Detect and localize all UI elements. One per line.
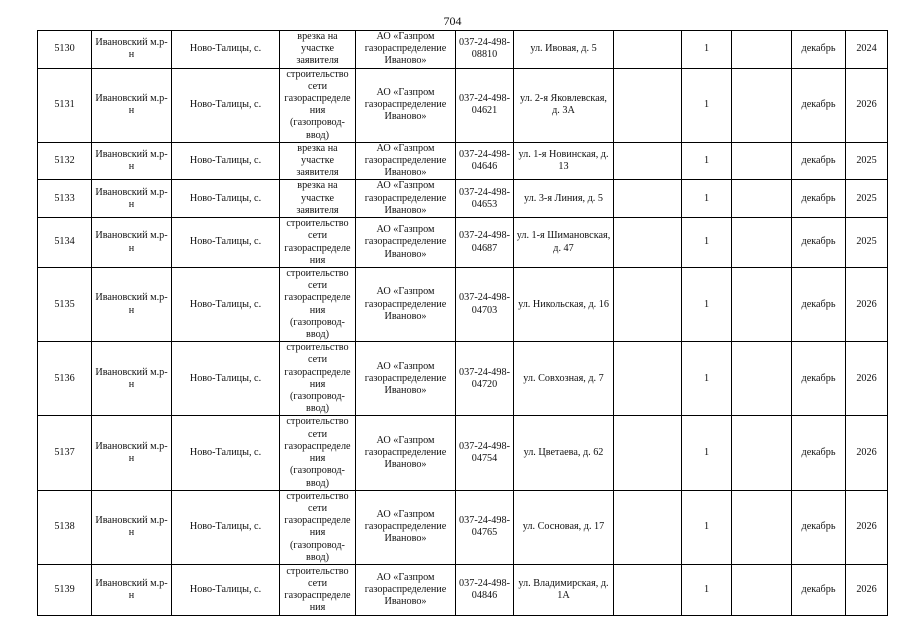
count-cell: 1 (682, 68, 732, 142)
row-number-cell: 5137 (38, 416, 92, 490)
locality-cell: Ново-Талицы, с. (172, 342, 280, 416)
work-type-cell: строительство сети газораспределения (280, 564, 356, 615)
application-code-cell: 037-24-498-04765 (456, 490, 514, 564)
empty-cell (732, 68, 792, 142)
row-number-cell: 5134 (38, 218, 92, 268)
organization-cell: АО «Газпром газораспределение Иваново» (356, 142, 456, 180)
row-number-cell: 5136 (38, 342, 92, 416)
empty-cell (614, 490, 682, 564)
row-number-cell: 5135 (38, 268, 92, 342)
address-cell: ул. 1-я Новинская, д. 13 (514, 142, 614, 180)
row-number-cell: 5138 (38, 490, 92, 564)
year-cell: 2025 (846, 142, 888, 180)
empty-cell (732, 31, 792, 69)
registry-table-body (38, 31, 888, 616)
district-cell: Ивановский м.р-н (92, 490, 172, 564)
locality-cell: Ново-Талицы, с. (172, 218, 280, 268)
empty-cell (614, 268, 682, 342)
address-cell: ул. 2-я Яковлевская, д. 3А (514, 68, 614, 142)
locality-cell: Ново-Талицы, с. (172, 564, 280, 615)
table-row (38, 31, 888, 69)
year-cell: 2026 (846, 68, 888, 142)
locality-cell: Ново-Талицы, с. (172, 180, 280, 218)
empty-cell (732, 564, 792, 615)
address-cell: ул. Цветаева, д. 62 (514, 416, 614, 490)
work-type-cell: строительство сети газораспределения (газопровод-ввод) (280, 68, 356, 142)
empty-cell (732, 218, 792, 268)
application-code-cell: 037-24-498-04846 (456, 564, 514, 615)
application-code-cell: 037-24-498-04653 (456, 180, 514, 218)
empty-cell (614, 416, 682, 490)
work-type-cell: строительство сети газораспределения (газопровод-ввод) (280, 416, 356, 490)
locality-cell: Ново-Талицы, с. (172, 416, 280, 490)
empty-cell (614, 218, 682, 268)
organization-cell: АО «Газпром газораспределение Иваново» (356, 490, 456, 564)
table-row (38, 218, 888, 268)
empty-cell (614, 142, 682, 180)
row-number-cell: 5132 (38, 142, 92, 180)
application-code-cell: 037-24-498-08810 (456, 31, 514, 69)
work-type-cell: врезка на участке заявителя (280, 31, 356, 69)
organization-cell: АО «Газпром газораспределение Иваново» (356, 342, 456, 416)
count-cell: 1 (682, 31, 732, 69)
organization-cell: АО «Газпром газораспределение Иваново» (356, 564, 456, 615)
month-cell: декабрь (792, 31, 846, 69)
year-cell: 2024 (846, 31, 888, 69)
work-type-cell: строительство сети газораспределения (газопровод-ввод) (280, 268, 356, 342)
locality-cell: Ново-Талицы, с. (172, 68, 280, 142)
address-cell: ул. 1-я Шимановская, д. 47 (514, 218, 614, 268)
district-cell: Ивановский м.р-н (92, 180, 172, 218)
table-row (38, 180, 888, 218)
count-cell: 1 (682, 564, 732, 615)
application-code-cell: 037-24-498-04754 (456, 416, 514, 490)
district-cell: Ивановский м.р-н (92, 342, 172, 416)
count-cell: 1 (682, 342, 732, 416)
address-cell: ул. Совхозная, д. 7 (514, 342, 614, 416)
count-cell: 1 (682, 218, 732, 268)
row-number-cell: 5131 (38, 68, 92, 142)
page-number: 704 (443, 14, 462, 28)
table-row (38, 68, 888, 142)
district-cell: Ивановский м.р-н (92, 31, 172, 69)
registry-table (37, 30, 888, 616)
empty-cell (732, 180, 792, 218)
application-code-cell: 037-24-498-04621 (456, 68, 514, 142)
row-number-cell: 5130 (38, 31, 92, 69)
year-cell: 2026 (846, 490, 888, 564)
empty-cell (614, 564, 682, 615)
month-cell: декабрь (792, 218, 846, 268)
organization-cell: АО «Газпром газораспределение Иваново» (356, 180, 456, 218)
year-cell: 2026 (846, 268, 888, 342)
district-cell: Ивановский м.р-н (92, 218, 172, 268)
district-cell: Ивановский м.р-н (92, 142, 172, 180)
organization-cell: АО «Газпром газораспределение Иваново» (356, 218, 456, 268)
table-row (38, 268, 888, 342)
empty-cell (732, 342, 792, 416)
work-type-cell: строительство сети газораспределения (газопровод-ввод) (280, 490, 356, 564)
empty-cell (732, 142, 792, 180)
month-cell: декабрь (792, 416, 846, 490)
row-number-cell: 5133 (38, 180, 92, 218)
empty-cell (732, 268, 792, 342)
district-cell: Ивановский м.р-н (92, 68, 172, 142)
empty-cell (732, 490, 792, 564)
table-row (38, 490, 888, 564)
empty-cell (614, 342, 682, 416)
count-cell: 1 (682, 490, 732, 564)
address-cell: ул. Никольская, д. 16 (514, 268, 614, 342)
month-cell: декабрь (792, 342, 846, 416)
locality-cell: Ново-Талицы, с. (172, 490, 280, 564)
year-cell: 2026 (846, 416, 888, 490)
month-cell: декабрь (792, 142, 846, 180)
address-cell: ул. 3-я Линия, д. 5 (514, 180, 614, 218)
month-cell: декабрь (792, 68, 846, 142)
locality-cell: Ново-Талицы, с. (172, 142, 280, 180)
month-cell: декабрь (792, 180, 846, 218)
work-type-cell: врезка на участке заявителя (280, 142, 356, 180)
empty-cell (732, 416, 792, 490)
work-type-cell: строительство сети газораспределения (газопровод-ввод) (280, 342, 356, 416)
count-cell: 1 (682, 180, 732, 218)
table-row (38, 142, 888, 180)
count-cell: 1 (682, 142, 732, 180)
month-cell: декабрь (792, 564, 846, 615)
address-cell: ул. Сосновая, д. 17 (514, 490, 614, 564)
table-row (38, 416, 888, 490)
application-code-cell: 037-24-498-04687 (456, 218, 514, 268)
district-cell: Ивановский м.р-н (92, 564, 172, 615)
work-type-cell: врезка на участке заявителя (280, 180, 356, 218)
organization-cell: АО «Газпром газораспределение Иваново» (356, 68, 456, 142)
empty-cell (614, 180, 682, 218)
locality-cell: Ново-Талицы, с. (172, 31, 280, 69)
count-cell: 1 (682, 416, 732, 490)
application-code-cell: 037-24-498-04646 (456, 142, 514, 180)
year-cell: 2025 (846, 180, 888, 218)
application-code-cell: 037-24-498-04720 (456, 342, 514, 416)
count-cell: 1 (682, 268, 732, 342)
address-cell: ул. Ивовая, д. 5 (514, 31, 614, 69)
locality-cell: Ново-Талицы, с. (172, 268, 280, 342)
work-type-cell: строительство сети газораспределения (280, 218, 356, 268)
empty-cell (614, 68, 682, 142)
year-cell: 2025 (846, 218, 888, 268)
year-cell: 2026 (846, 342, 888, 416)
application-code-cell: 037-24-498-04703 (456, 268, 514, 342)
row-number-cell: 5139 (38, 564, 92, 615)
year-cell: 2026 (846, 564, 888, 615)
organization-cell: АО «Газпром газораспределение Иваново» (356, 416, 456, 490)
table-row (38, 342, 888, 416)
organization-cell: АО «Газпром газораспределение Иваново» (356, 31, 456, 69)
month-cell: декабрь (792, 268, 846, 342)
empty-cell (614, 31, 682, 69)
table-row (38, 564, 888, 615)
district-cell: Ивановский м.р-н (92, 268, 172, 342)
month-cell: декабрь (792, 490, 846, 564)
address-cell: ул. Владимирская, д. 1А (514, 564, 614, 615)
organization-cell: АО «Газпром газораспределение Иваново» (356, 268, 456, 342)
district-cell: Ивановский м.р-н (92, 416, 172, 490)
